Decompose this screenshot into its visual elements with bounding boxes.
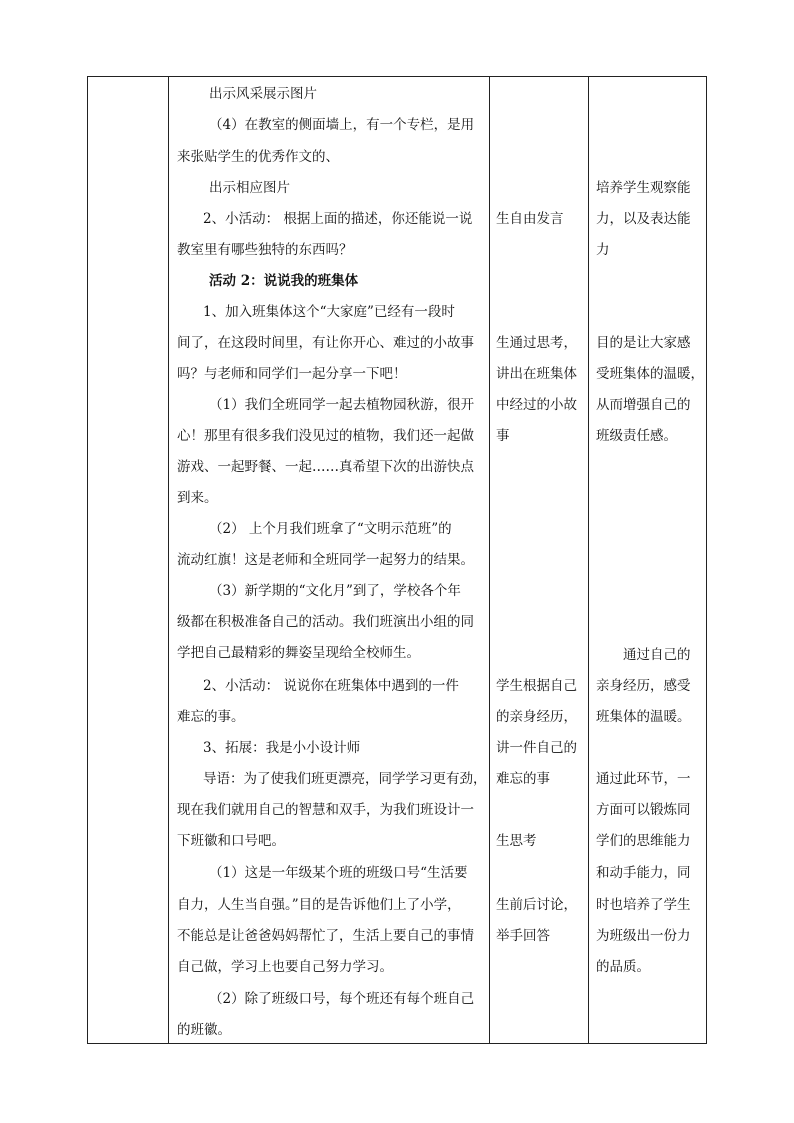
procedure-line: 3、拓展：我是小小设计师 — [203, 740, 361, 756]
procedure-line: （2）除了班级口号，每个班还有每个班自己 — [209, 991, 475, 1007]
intent-line: 通过自己的 — [623, 647, 691, 663]
procedure-line: 游戏、一起野餐、一起……真希望下次的出游快点 — [177, 459, 474, 475]
procedure-line: （1）这是一年级某个班的班级口号“生活要 — [209, 865, 468, 881]
student-line: 生前后讨论， — [496, 897, 577, 913]
student-line: 的亲身经历， — [496, 709, 577, 725]
intent-line: 班级责任感。 — [596, 428, 677, 444]
intent-line: 学们的思维能力 — [596, 833, 691, 849]
student-line: 讲一件自己的 — [496, 740, 577, 756]
activity-heading: 活动 2：说说我的班集体 — [209, 273, 359, 289]
intent-line: 和动手能力，同 — [596, 865, 691, 881]
intent-line: 培养学生观察能 — [596, 180, 691, 196]
student-line: 生自由发言 — [496, 211, 564, 227]
intent-line: 通过此环节，一 — [596, 771, 691, 787]
procedure-line: （3）新学期的“文化月”到了，学校各个年 — [209, 583, 461, 599]
procedure-line: 自己做，学习上也要自己努力学习。 — [177, 959, 393, 975]
intent-line: 目的是让大家感 — [596, 335, 691, 351]
procedure-line: 教室里有哪些独特的东西吗？ — [177, 242, 353, 258]
procedure-line: 级都在积极准备自己的活动。我们班演出小组的同 — [177, 614, 474, 630]
procedure-line: 出示风采展示图片 — [209, 86, 317, 102]
procedure-line: 2、小活动： 根据上面的描述，你还能说一说 — [203, 211, 473, 227]
design-intent-cell — [589, 77, 706, 1043]
procedure-line: 自力，人生当自强。”目的是告诉他们上了小学， — [177, 897, 461, 913]
student-line: 举手回答 — [496, 928, 550, 944]
intent-line: 班集体的温暖。 — [596, 709, 691, 725]
procedure-line: 流动红旗！这是老师和全班同学一起努力的结果。 — [177, 552, 474, 568]
student-line: 中经过的小故 — [496, 397, 577, 413]
student-line: 事 — [496, 428, 510, 444]
student-line: 讲出在班集体 — [496, 366, 577, 382]
empty-stage-cell — [88, 77, 168, 1043]
procedure-line: （1）我们全班同学一起去植物园秋游，很开 — [209, 397, 475, 413]
procedure-line: 出示相应图片 — [209, 180, 290, 196]
intent-line: 时也培养了学生 — [596, 897, 691, 913]
lesson-plan-table — [87, 76, 707, 1044]
procedure-line: 学把自己最精彩的舞姿呈现给全校师生。 — [177, 645, 420, 661]
procedure-line: 下班徽和口号吧。 — [177, 833, 285, 849]
procedure-line: 2、小活动： 说说你在班集体中遇到的一件 — [203, 678, 459, 694]
procedure-line: 心！那里有很多我们没见过的植物，我们还一起做 — [177, 428, 474, 444]
procedure-line: 吗？与老师和同学们一起分享一下吧！ — [177, 366, 407, 382]
intent-line: 力，以及表达能 — [596, 211, 691, 227]
teaching-procedure-cell — [169, 77, 489, 1043]
intent-line: 力 — [596, 242, 610, 258]
procedure-line: （2） 上个月我们班拿了“文明示范班”的 — [209, 521, 452, 537]
student-line: 难忘的事 — [496, 771, 550, 787]
intent-line: 为班级出一份力 — [596, 928, 691, 944]
student-line: 生通过思考， — [496, 335, 577, 351]
intent-line: 的品质。 — [596, 959, 650, 975]
procedure-line: 到来。 — [177, 490, 218, 506]
procedure-line: 现在我们就用自己的智慧和双手，为我们班设计一 — [177, 802, 474, 818]
procedure-line: 的班徽。 — [177, 1022, 231, 1038]
intent-line: 受班集体的温暖， — [596, 366, 704, 382]
procedure-line: 1、加入班集体这个“大家庭”已经有一段时 — [203, 304, 455, 320]
intent-line: 从而增强自己的 — [596, 397, 691, 413]
procedure-line: 间了，在这段时间里，有让你开心、难过的小故事 — [177, 335, 474, 351]
procedure-line: 难忘的事。 — [177, 709, 245, 725]
student-activity-cell — [490, 77, 588, 1043]
intent-line: 亲身经历，感受 — [596, 678, 691, 694]
procedure-line: 来张贴学生的优秀作文的、 — [177, 149, 339, 165]
procedure-line: （4）在教室的侧面墙上，有一个专栏，是用 — [209, 117, 475, 133]
student-line: 生思考 — [496, 833, 537, 849]
procedure-line: 导语：为了使我们班更漂亮，同学学习更有劲， — [203, 771, 487, 787]
student-line: 学生根据自己 — [496, 678, 577, 694]
procedure-line: 不能总是让爸爸妈妈帮忙了，生活上要自己的事情 — [177, 928, 474, 944]
intent-line: 方面可以锻炼同 — [596, 802, 691, 818]
